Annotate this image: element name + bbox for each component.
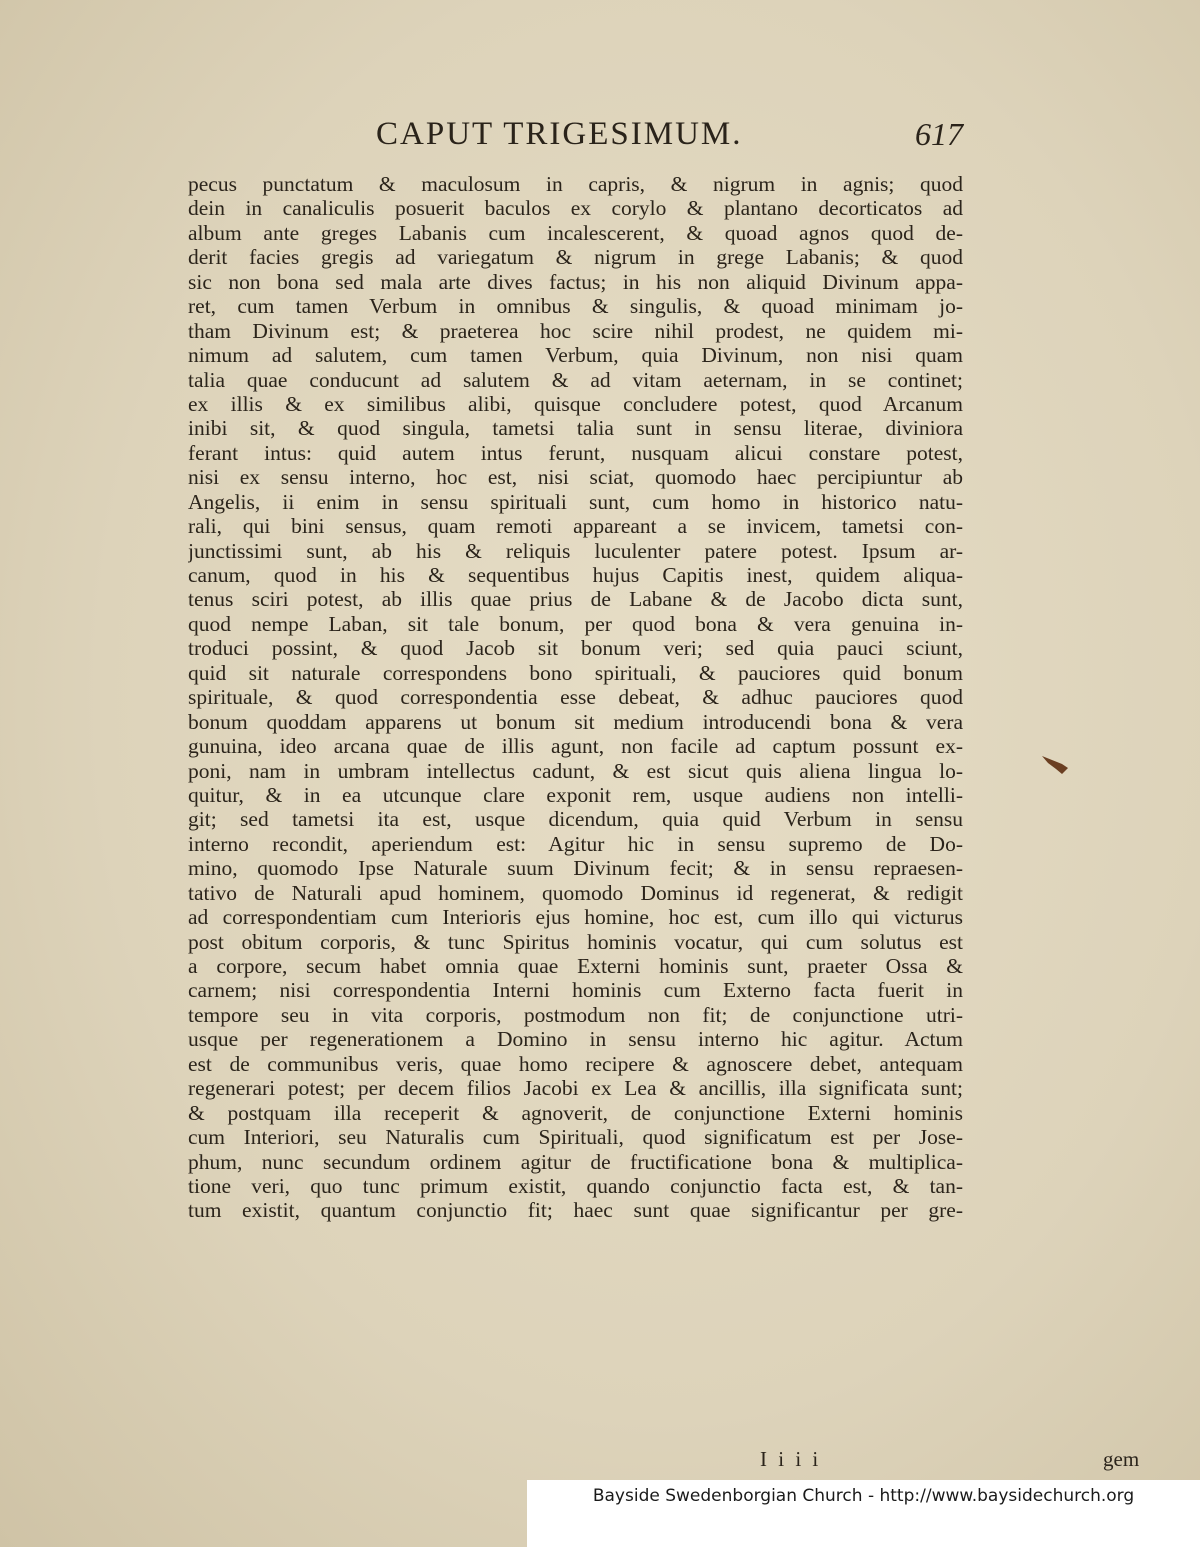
page-number: 617 xyxy=(915,116,963,152)
text-line: cum Interiori, seu Naturalis cum Spirituali, quod significatum est per Jose- xyxy=(188,1125,963,1150)
text-line: tenus sciri potest, ab illis quae prius de Labane & de Jacobo dicta sunt, xyxy=(188,587,963,612)
text-line: tione veri, quo tunc primum existit, quando conjunctio facta est, & tan- xyxy=(188,1173,963,1198)
text-line: talia quae conducunt ad salutem & ad vitam aeternam, in se continet; xyxy=(188,367,963,392)
text-line: junctissimi sunt, ab his & reliquis luculenter patere potest. Ipsum ar- xyxy=(188,538,963,563)
text-line: quid sit naturale correspondens bono spirituali, & pauciores quid bonum xyxy=(188,660,963,685)
text-line: gunuina, ideo arcana quae de illis agunt, non facile ad captum possunt ex- xyxy=(188,734,963,759)
text-line: mino, quomodo Ipse Naturale suum Divinum fecit; & in sensu repraesen- xyxy=(188,856,963,881)
running-head xyxy=(188,116,963,166)
text-line: usque per regenerationem a Domino in sensu interno hic agitur. Actum xyxy=(188,1027,963,1052)
text-line: ex illis & ex similibus alibi, quisque concludere potest, quod Arcanum xyxy=(188,391,963,416)
text-line: phum, nunc secundum ordinem agitur de fructificatione bona & multiplica- xyxy=(188,1149,963,1174)
text-line: tum existit, quantum conjunctio fit; haec sunt quae significantur per gre- xyxy=(188,1198,963,1223)
text-line: git; sed tametsi ita est, usque dicendum, quia quid Verbum in sensu xyxy=(188,807,963,832)
text-line: Angelis, ii enim in sensu spirituali sunt, cum homo in historico natu- xyxy=(188,489,963,514)
body-text xyxy=(188,172,1140,1471)
text-line: ferant intus: quid autem intus ferunt, nusquam alicui constare potest, xyxy=(188,440,963,465)
watermark-text: Bayside Swedenborgian Church - http://www.baysidechurch.org xyxy=(592,1486,1135,1506)
paper-stain-icon xyxy=(1040,754,1070,776)
text-line: dein in canaliculis posuerit baculos ex corylo & plantano decorticatos ad xyxy=(188,196,963,221)
text-line: nimum ad salutem, cum tamen Verbum, quia Divinum, non nisi quam xyxy=(188,343,963,368)
text-line: quod nempe Laban, sit tale bonum, per quod bona & vera genuina in- xyxy=(188,611,963,636)
text-line: carnem; nisi correspondentia Interni hominis cum Externo facta fuerit in xyxy=(188,978,963,1003)
text-line: derit facies gregis ad variegatum & nigrum in grege Labanis; & quod xyxy=(188,245,963,270)
text-line: spirituale, & quod correspondentia esse debeat, & adhuc pauciores quod xyxy=(188,685,963,710)
signature-mark: I i i i xyxy=(760,1447,822,1471)
text-line: a corpore, secum habet omnia quae Externi hominis sunt, praeter Ossa & xyxy=(188,954,963,978)
text-line: regenerari potest; per decem filios Jacobi ex Lea & ancillis, illa significata sunt; xyxy=(188,1076,963,1101)
text-line: pecus punctatum & maculosum in capris, & nigrum in agnis; quod xyxy=(188,172,963,196)
chapter-title: CAPUT TRIGESIMUM. xyxy=(376,116,743,152)
text-line: interno recondit, aperiendum est: Agitur hic in sensu supremo de Do- xyxy=(188,831,963,856)
text-line: nisi ex sensu interno, hoc est, nisi sciat, quomodo haec percipiuntur ab xyxy=(188,465,963,490)
watermark-banner xyxy=(527,1480,1200,1547)
text-line: tempore seu in vita corporis, postmodum non fit; de conjunctione utri- xyxy=(188,1002,963,1027)
text-line: sic non bona sed mala arte dives factus; in his non aliquid Divinum appa- xyxy=(188,269,963,294)
text-line: post obitum corporis, & tunc Spiritus hominis vocatur, qui cum solutus est xyxy=(188,929,963,954)
text-line: ad correspondentiam cum Interioris ejus homine, hoc est, cum illo qui victurus xyxy=(188,905,963,930)
text-line: rali, qui bini sensus, quam remoti appareant a se invicem, tametsi con- xyxy=(188,514,963,539)
text-line: album ante greges Labanis cum incalescerent, & quoad agnos quod de- xyxy=(188,220,963,245)
text-line: canum, quod in his & sequentibus hujus Capitis inest, quidem aliqua- xyxy=(188,563,963,587)
catchword: gem xyxy=(1103,1447,1140,1471)
text-line: est de communibus veris, quae homo recipere & agnoscere debet, antequam xyxy=(188,1051,963,1076)
text-line: troduci possint, & quod Jacob sit bonum veri; sed quia pauci sciunt, xyxy=(188,636,963,661)
text-line: ret, cum tamen Verbum in omnibus & singulis, & quoad minimam jo- xyxy=(188,294,963,319)
text-line: tativo de Naturali apud hominem, quomodo Dominus id regenerat, & redigit xyxy=(188,880,963,905)
text-line: poni, nam in umbram intellectus cadunt, & est sicut quis aliena lingua lo- xyxy=(188,758,963,783)
text-line: & postquam illa receperit & agnoverit, de conjunctione Externi hominis xyxy=(188,1100,963,1125)
text-line: bonum quoddam apparens ut bonum sit medium introducendi bona & vera xyxy=(188,709,963,734)
text-line: quitur, & in ea utcunque clare exponit rem, usque audiens non intelli- xyxy=(188,782,963,807)
text-line: tham Divinum est; & praeterea hoc scire nihil prodest, ne quidem mi- xyxy=(188,318,963,343)
text-line: inibi sit, & quod singula, tametsi talia sunt in sensu literae, diviniora xyxy=(188,416,963,441)
